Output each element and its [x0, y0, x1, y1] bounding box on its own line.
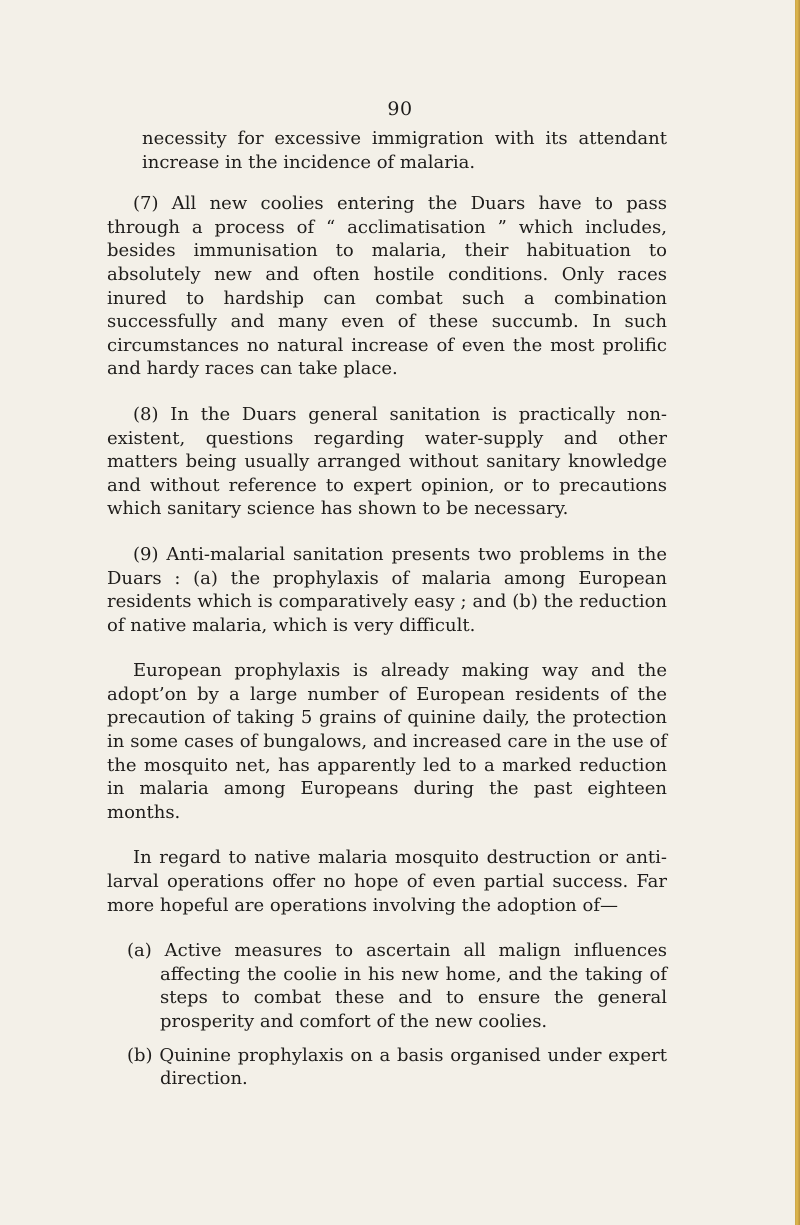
paragraph-european-prophylaxis: European prophylaxis is already making way and the adopt’on by a large number of European residents of the precaution of taking 5 grains of quinine daily, the protection in some cases of bungalows, and increased care in the use of the mosquito net, has apparently led to a marked reduction in malaria among Europeans during the past eighteen months.: [107, 660, 667, 823]
body-text: [107, 127, 667, 1101]
page-edge: [795, 0, 800, 1225]
paragraph-native-malaria: In regard to native malaria mosquito destruction or anti-larval operations offer no hope of even partial success. Far more hopeful are operations involving the adoption of—: [107, 847, 667, 916]
list-item-a: (a) Active measures to ascertain all malign influences affecting the coolie in his new home, and the taking of steps to combat these and to ensure the general prosperity and comfort of the new coolies.: [127, 940, 667, 1032]
list-item-b: (b) Quinine prophylaxis on a basis organised under expert direction.: [127, 1044, 667, 1090]
paragraph-7: (7) All new coolies entering the Duars have to pass through a process of “ acclimatisation ” which includes, besides immunisation to malaria, their habituation to absolutely new and often hostile conditions. Only races inured to hardship can combat such a combination successfully and many even of these succumb. In such circumstances no natural increase of even the most prolific and hardy races can take place.: [107, 193, 667, 380]
page-number: 90: [387, 98, 413, 120]
paragraph-9: (9) Anti-malarial sanitation presents two problems in the Duars : (a) the prophylaxis of malaria among European residents which is comparatively easy ; and (b) the reduction of native malaria, which is very difficult.: [107, 543, 667, 636]
paragraph-intro: necessity for excessive immigration with its attendant increase in the incidence of malaria.: [142, 128, 667, 173]
paragraph-8: (8) In the Duars general sanitation is practically non-existent, questions regarding water-supply and other matters being usually arranged without sanitary knowledge and without reference to expert opinion, or to precautions which sanitary science has shown to be necessary.: [107, 403, 667, 520]
